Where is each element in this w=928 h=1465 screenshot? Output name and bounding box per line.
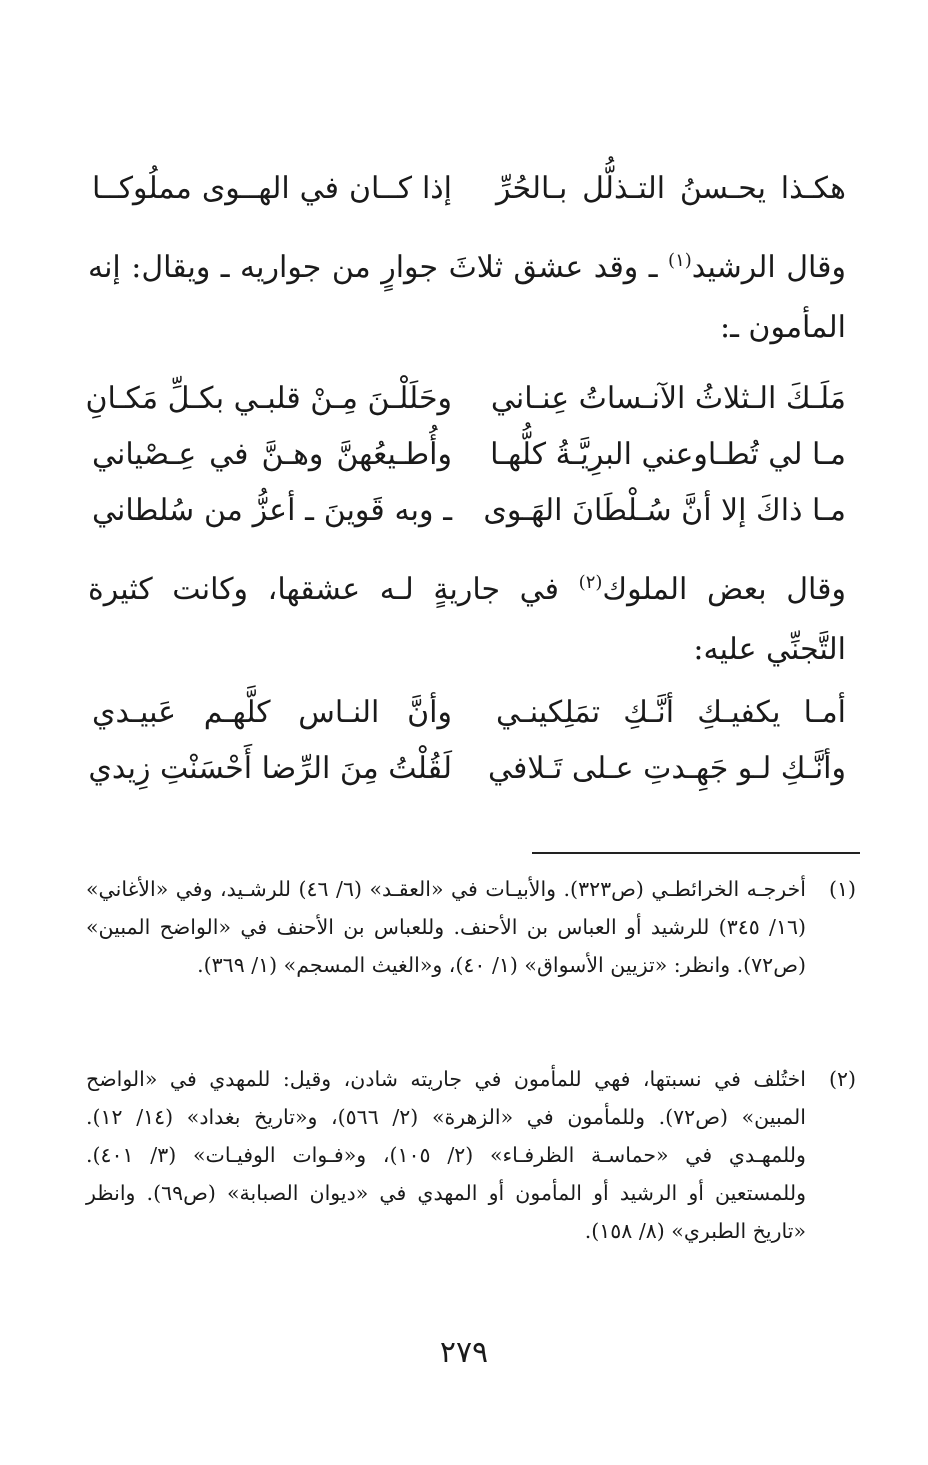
verse-line-2 <box>85 372 846 424</box>
paragraph-text: وقال الرشيد <box>691 250 846 285</box>
verse-line-6 <box>88 742 846 794</box>
verse-first-hemistich: مـا ذاكَ إلا أنَّ سُـلْطَانَ الهَـوى <box>483 492 846 528</box>
footnote-number: (١) <box>828 877 856 901</box>
verse-first-hemistich: أمـا يكفيـكِ أنَّـكِ تمَلِكينـي <box>496 694 846 730</box>
verse-line-1 <box>92 162 846 214</box>
paragraph-king <box>88 560 846 680</box>
verse-line-5 <box>92 686 846 738</box>
footnote-text: اختُلف في نسبتها، فهي للمأمون في جاريته شادن، وقيل: للمهدي في «الواضح المبين» (ص٧٢). وللمأمون في «الزهرة» (٢/ ٥٦٦)، و«تاريخ بغداد» (١٤/ ١٢). وللمهـدي في «حماسـة الظرفـاء» (٢/ ١٠٥)، و«فـوات الوفيـات» (٣/ ٤٠١). وللمستعين أو الرشيد أو المأمون أو المهدي في «ديوان الصبابة» (ص٦٩). وانظر «تاريخ الطبري» (٨/ ١٥٨). <box>86 1067 806 1243</box>
footnote-2 <box>86 1060 856 1250</box>
verse-first-hemistich: مَلَـكَ الـثلاثُ الآنـساتُ عِنـاني <box>490 380 846 416</box>
verse-second-hemistich: وأُطـيعُهنَّ وهـنَّ في عِـصْياني <box>92 436 452 472</box>
footnote-ref-1: (١) <box>668 250 692 271</box>
verse-second-hemistich: ـ وبه قَوينَ ـ أعزُّ من سُلطاني <box>92 492 452 528</box>
footnote-number: (٢) <box>828 1067 856 1091</box>
verse-first-hemistich: مـا لي تُطـاوعني البرِيَّـةُ كلُّهـا <box>490 436 846 472</box>
footnote-1 <box>86 870 856 984</box>
page-number: ٢٧٩ <box>439 1335 489 1370</box>
verse-first-hemistich: هكـذا يحـسنُ التـذلُّل بـالحُرِّ <box>496 170 846 206</box>
paragraph-rashid <box>88 238 846 358</box>
footnote-ref-2: (٢) <box>578 572 603 593</box>
verse-second-hemistich: لَقُلْتُ مِنَ الرِّضا أَحْسَنْتِ زِيدي <box>88 750 452 786</box>
verse-first-hemistich: وأنَّـكِ لـو جَهِـدتِ عـلى تَـلافي <box>488 750 846 786</box>
verse-second-hemistich: وحَلَلْـنَ مِـنْ قلبـي بكـلِّ مَكـانِ <box>85 380 452 416</box>
footnote-text: أخرجـه الخرائطـي (ص٣٢٣). والأبيـات في «العقـد» (٦/ ٤٦) للرشـيد، وفي «الأغاني» (١٦/ ٣٤٥) للرشيد أو العباس بن الأحنف. وللعباس بن الأحنف في «الواضح المبين» (ص٧٢). وانظر: «تزيين الأسواق» (١/ ٤٠)، و«الغيث المسجم» (١/ ٣٦٩). <box>86 877 806 977</box>
paragraph-text: في جاريةٍ لـه عشقها، وكانت كثيرة التَّجنِّي عليه: <box>88 572 846 667</box>
verse-second-hemistich: وأنَّ النـاس كلَّهـم عَبيـدي <box>92 694 452 730</box>
verse-second-hemistich: إذا كــان في الهــوى مملُوكــا <box>92 170 452 206</box>
paragraph-text: ـ وقد عشق ثلاثَ جوارٍ من جواريه ـ ويقال: إنه المأمون ـ: <box>88 250 846 345</box>
verse-line-4 <box>92 484 846 536</box>
verse-line-3 <box>92 428 846 480</box>
footnote-separator <box>532 852 860 854</box>
paragraph-text: وقال بعض الملوك <box>602 572 846 607</box>
